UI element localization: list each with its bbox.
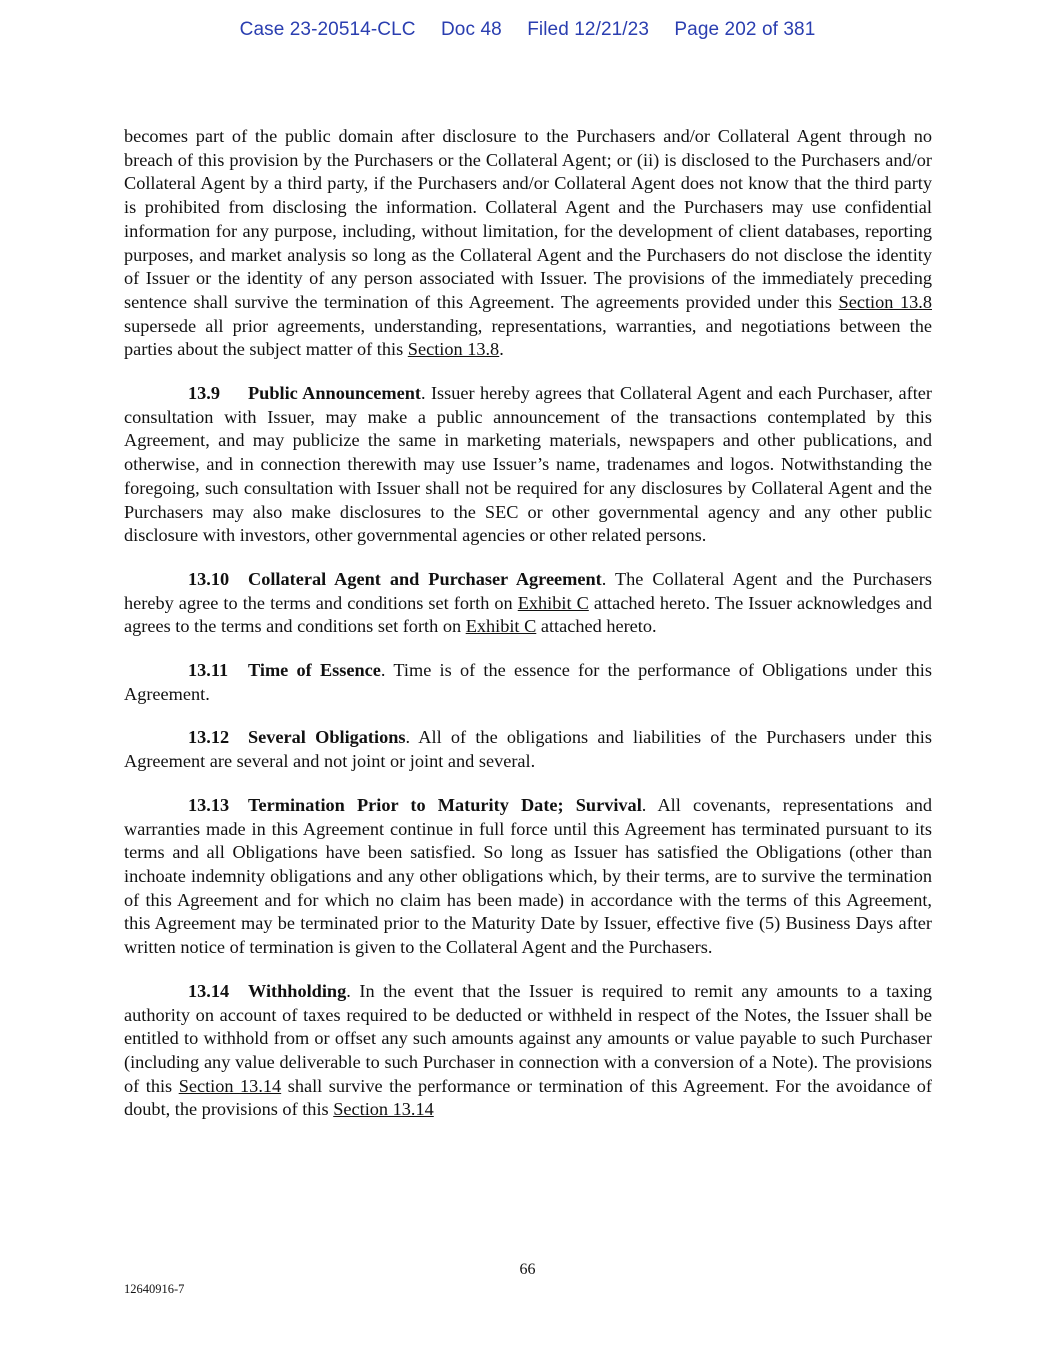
section-13-10 bbox=[124, 568, 932, 639]
section-number: 13.9 bbox=[188, 383, 220, 404]
case-header bbox=[0, 19, 1055, 41]
section-number: 13.10 bbox=[188, 568, 230, 589]
section-reference: Section 13.14 bbox=[333, 1099, 434, 1120]
section-number: 13.12 bbox=[188, 727, 230, 748]
filed-date: Filed 12/21/23 bbox=[527, 19, 650, 40]
case-number: Case 23-20514-CLC bbox=[239, 19, 416, 40]
paragraph-continued bbox=[124, 125, 932, 362]
document-body bbox=[124, 125, 932, 1142]
section-title: Collateral Agent and Purchaser Agreement bbox=[248, 568, 602, 589]
section-title: Several Obligations bbox=[248, 727, 406, 748]
document-id: 12640916-7 bbox=[124, 1282, 185, 1296]
exhibit-reference: Exhibit C bbox=[465, 616, 537, 637]
page-of-total: Page 202 of 381 bbox=[674, 19, 816, 40]
section-13-11 bbox=[124, 659, 932, 706]
paragraph-text: . bbox=[499, 339, 504, 360]
section-title: Time of Essence bbox=[248, 660, 381, 681]
section-text: . In the event that the Issuer is required to remit any amounts to a taxing authority on account of taxes required to be deducted or withheld in respect of the Notes, the Issuer shall be entitled to withhold from or offset any such amounts against any amounts or value payable to such Purchaser (including any value deliverable to such Purchaser in connection with a conversion of a Note). The provisions of this bbox=[124, 980, 932, 1096]
section-13-14 bbox=[124, 980, 932, 1122]
section-text: . All covenants, representations and warranties made in this Agreement continue in full force until this Agreement has terminated pursuant to its terms and all Obligations have been satisfied. So long as Issuer has satisfied the Obligations (other than inchoate indemnity obligations and any other obligations which, by their terms, are to survive the termination of this Agreement and for which no claim has been made) in accordance with the terms of this Agreement, this Agreement may be terminated prior to the Maturity Date by Issuer, effective five (5) Business Days after written notice of termination is given to the Collateral Agent and the Purchasers. bbox=[124, 794, 932, 958]
doc-number: Doc 48 bbox=[440, 19, 502, 40]
exhibit-reference: Exhibit C bbox=[517, 592, 589, 613]
paragraph-text: becomes part of the public domain after disclosure to the Purchasers and/or Collateral Agent through no breach of this provision by the Purchasers or the Collateral Agent; or (ii) is disclosed to the Purchasers and/or Collateral Agent by a third party, if the Purchasers and/or Collateral Agent does not know that the third party is prohibited from disclosing the information. Collateral Agent and the Purchasers may use confidential information for any purpose, including, without limitation, for the development of client databases, reporting purposes, and market analysis so long as the Collateral Agent and the Purchasers do not disclose the identity of Issuer or the identity of any person associated with Issuer. The provisions of the immediately preceding sentence shall survive the termination of this Agreement. The agreements provided under this bbox=[124, 126, 932, 312]
section-13-13 bbox=[124, 794, 932, 960]
section-title: Termination Prior to Maturity Date; Survival bbox=[248, 794, 642, 815]
section-number: 13.14 bbox=[188, 980, 230, 1001]
section-text: . The Collateral Agent and the Purchasers hereby agree to the terms and conditions set forth on bbox=[124, 568, 932, 613]
section-text: . Issuer hereby agrees that Collateral Agent and each Purchaser, after consultation with Issuer, may make a public announcement of the transactions contemplated by this Agreement, and may publicize the same in marketing materials, newspapers and other publications, and otherwise, and in connection therewith may use Issuer’s name, tradenames and logos. Notwithstanding the foregoing, such consultation with Issuer shall not be required for any disclosures by Collateral Agent and the Purchasers may also make disclosures to the SEC or other governmental agency and any other public disclosure with investors, other governmental agencies or other related persons. bbox=[124, 383, 933, 546]
section-reference: Section 13.14 bbox=[178, 1075, 282, 1096]
section-number: 13.11 bbox=[188, 660, 229, 681]
section-text: . All of the obligations and liabilities of the Purchasers under this Agreement are several and not joint or joint and several. bbox=[124, 727, 932, 772]
section-text: shall survive the performance or termination of this Agreement. For the avoidance of doubt, the provisions of this bbox=[124, 1075, 932, 1120]
section-text: . Time is of the essence for the performance of Obligations under this Agreement. bbox=[124, 660, 932, 704]
section-number: 13.13 bbox=[188, 794, 230, 815]
section-text: attached hereto. The Issuer acknowledges and agrees to the terms and conditions set forth on bbox=[124, 592, 932, 637]
section-title: Withholding bbox=[248, 980, 347, 1001]
section-13-9 bbox=[124, 382, 932, 548]
page-number: 66 bbox=[519, 1261, 536, 1278]
section-text: attached hereto. bbox=[536, 616, 657, 637]
section-13-12 bbox=[124, 726, 932, 773]
paragraph-text: supersede all prior agreements, understanding, representations, warranties, and negotiations between the parties about the subject matter of this bbox=[124, 315, 932, 360]
section-reference: Section 13.8 bbox=[838, 291, 932, 312]
section-title: Public Announcement bbox=[248, 383, 421, 404]
section-reference: Section 13.8 bbox=[407, 339, 500, 360]
